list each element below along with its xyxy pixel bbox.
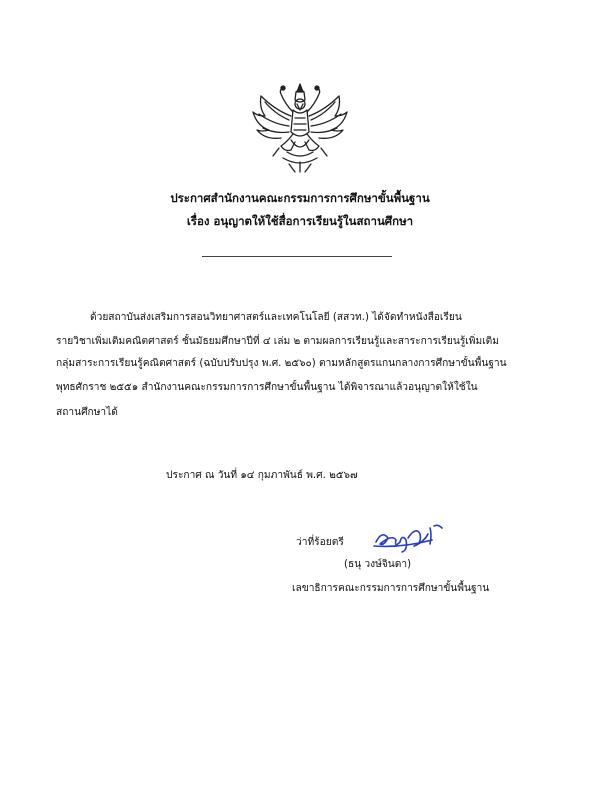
handwritten-signature: [372, 520, 444, 554]
body-line: กลุ่มสาระการเรียนรู้คณิตศาสตร์ (ฉบับปรับปรุง พ.ศ. ๒๕๖๐) ตามหลักสูตรแกนกลางการศึกษาขั้นพื้นฐาน: [56, 358, 507, 369]
document-subject: เรื่อง อนุญาตให้ใช้สื่อการเรียนรู้ในสถานศึกษา: [186, 214, 414, 228]
body-line: พุทธศักราช ๒๕๕๑ สำนักงานคณะกรรมการการศึกษาขั้นพื้นฐาน ได้พิจารณาแล้วอนุญาตให้ใช้ใน: [56, 382, 478, 393]
signer-name: (ธนุ วงษ์จินดา): [344, 559, 412, 570]
signer-rank: ว่าที่ร้อยตรี: [296, 537, 344, 548]
body-line: สถานศึกษาได้: [56, 407, 118, 418]
announcement-date: ประกาศ ณ วันที่ ๑๔ กุมภาพันธ์ พ.ศ. ๒๕๖๗: [166, 470, 358, 481]
document-title: ประกาศสำนักงานคณะกรรมการการศึกษาขั้นพื้นฐาน: [170, 191, 430, 205]
body-line: ด้วยสถาบันส่งเสริมการสอนวิทยาศาสตร์และเทคโนโลยี (สสวท.) ได้จัดทำหนังสือเรียน: [90, 312, 462, 323]
garuda-emblem-icon: [251, 82, 349, 174]
title-divider: [202, 256, 392, 257]
body-line: รายวิชาเพิ่มเติมคณิตศาสตร์ ชั้นมัธยมศึกษาปีที่ ๔ เล่ม ๒ ตามผลการเรียนรู้และสาระการเรียนรู้เพิ่มเติม: [56, 336, 500, 347]
signer-position: เลขาธิการคณะกรรมการการศึกษาขั้นพื้นฐาน: [292, 583, 490, 594]
